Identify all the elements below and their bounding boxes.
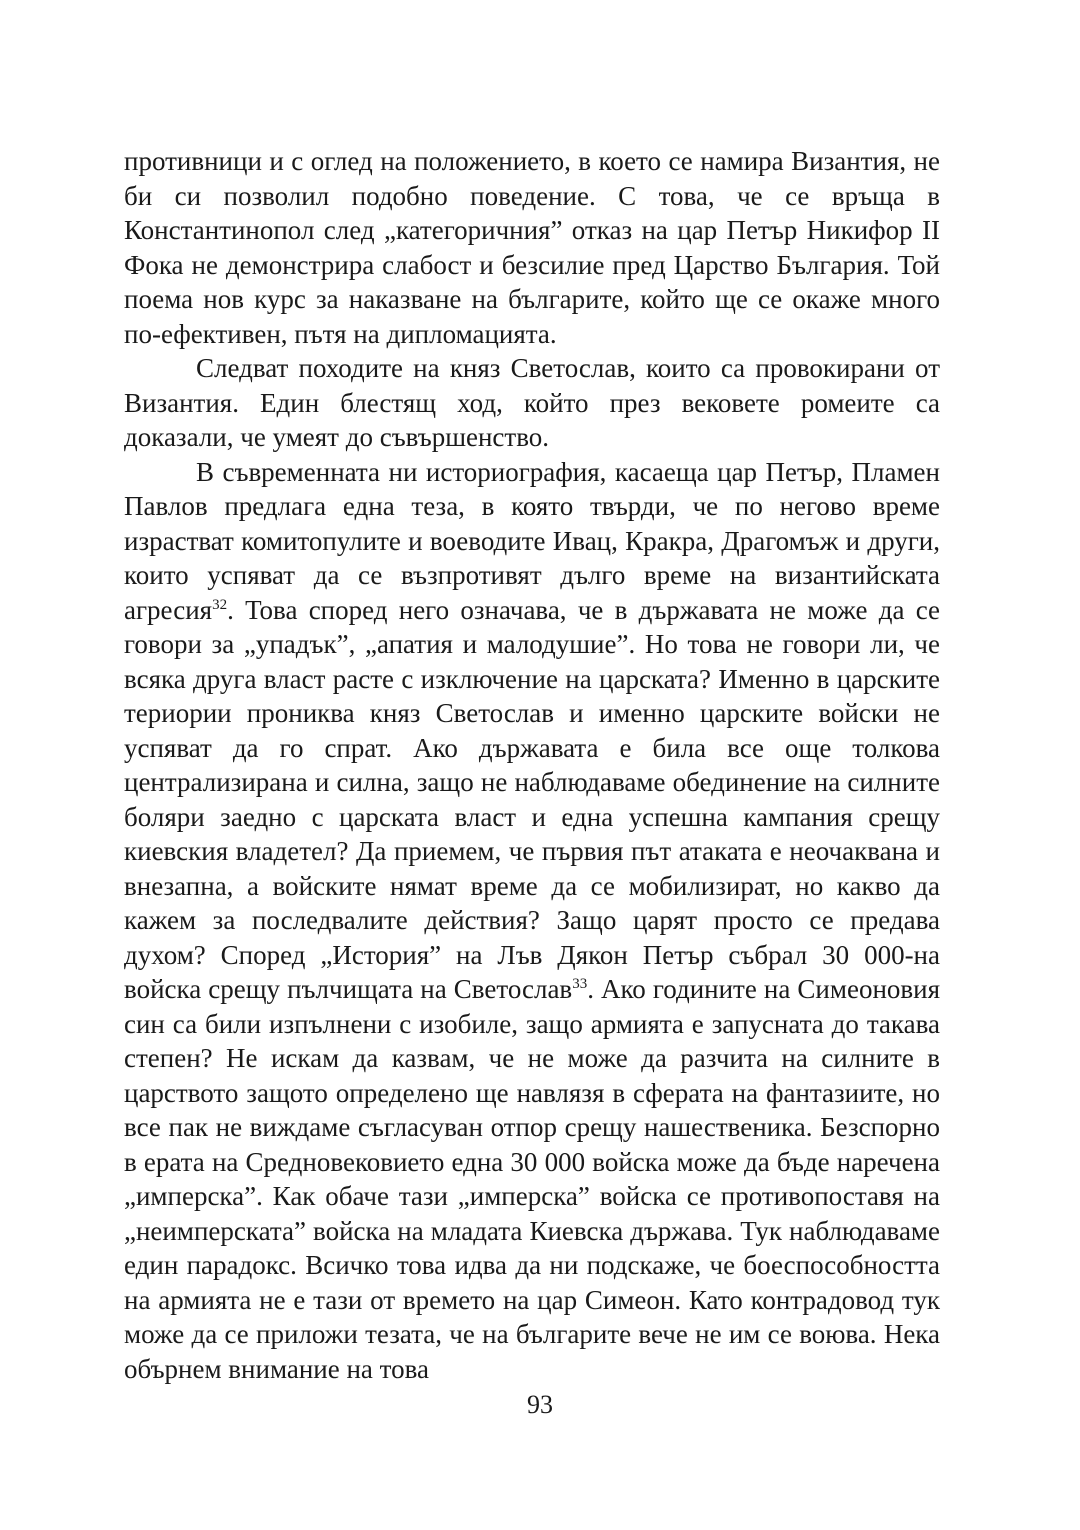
- paragraph-3: [124, 455, 940, 1387]
- paragraph-1: [124, 144, 940, 351]
- paragraph-2-text: Следват походите на княз Светослав, които са провокирани от Византия. Един блестящ ход, който през вековете ромеите са доказали, че умеят до съвършенство.: [124, 353, 940, 452]
- paragraph-3-text-c: . Ако годините на Симеоновия син са били изпълнени с изобиле, защо армията е запусната до такава степен? Не искам да казвам, че не може да разчита на силните в царството защото определено ще навлязя в сферата на фантазиите, но все пак не виждаме съгласуван отпор срещу нашественика. Безспорно в ерата на Средновековието една 30 000 войска може да бъде наречена „имперска”. Как обаче тази „имперска” войска се противопоставя на „неимперската” войска на младата Киевска държава. Тук наблюдаваме един парадокс. Всичко това идва да ни подскаже, че боеспособността на армията не е тази от времето на цар Симеон. Като контрадовод тук може да се приложи тезата, че на българите вече не им се воюва. Нека обърнем внимание на това: [124, 974, 941, 1384]
- page-body: [124, 144, 940, 1386]
- page-number: 93: [527, 1390, 553, 1419]
- paragraph-3-text-a: В съвременната ни историография, касаеща цар Петър, Пламен Павлов предлага една теза, в която твърди, че по негово време израстват комитопулите и воеводите Ивац, Кракра, Драгомъж и други, които успяват да се възпротивят дълго време на византийската агресия: [124, 456, 940, 625]
- paragraph-3-text-b: . Това според него означава, че в държавата не може да се говори за „упадък”, „апатия и малодушие”. Но това не говори ли, че всяка друга власт расте с изключение на царската? Именно в царските териории прониква княз Светослав и именно царските войски не успяват да го спрат. Ако държавата е била все още толкова централизирана и силна, защо не наблюдаваме обединение на силните боляри заедно с царската власт и една успешна кампания срещу киевския владетел? Да приемем, че първия път атаката е неочаквана и внезапна, а войските нямат време да се мобилизират, но какво да кажем за последвалите действия? Защо царят просто се предава духом? Според „История” на Лъв Дякон Петър събрал 30 000-на войска срещу пълчищата на Светослав: [124, 594, 940, 1004]
- footnote-ref-33: 33: [572, 976, 588, 992]
- footnote-ref-32: 32: [212, 596, 228, 613]
- paragraph-1-text: противници и с оглед на положението, в което се намира Византия, не би си позволил подобно поведение. С това, че се връща в Константинопол след „категоричния” отказ на цар Петър Никифор II Фока не демонстрира слабост и безсилие пред Царство България. Той поема нов курс за наказване на българите, който ще се окаже много по-ефективен, пътя на дипломацията.: [124, 146, 940, 349]
- paragraph-2: [124, 351, 940, 455]
